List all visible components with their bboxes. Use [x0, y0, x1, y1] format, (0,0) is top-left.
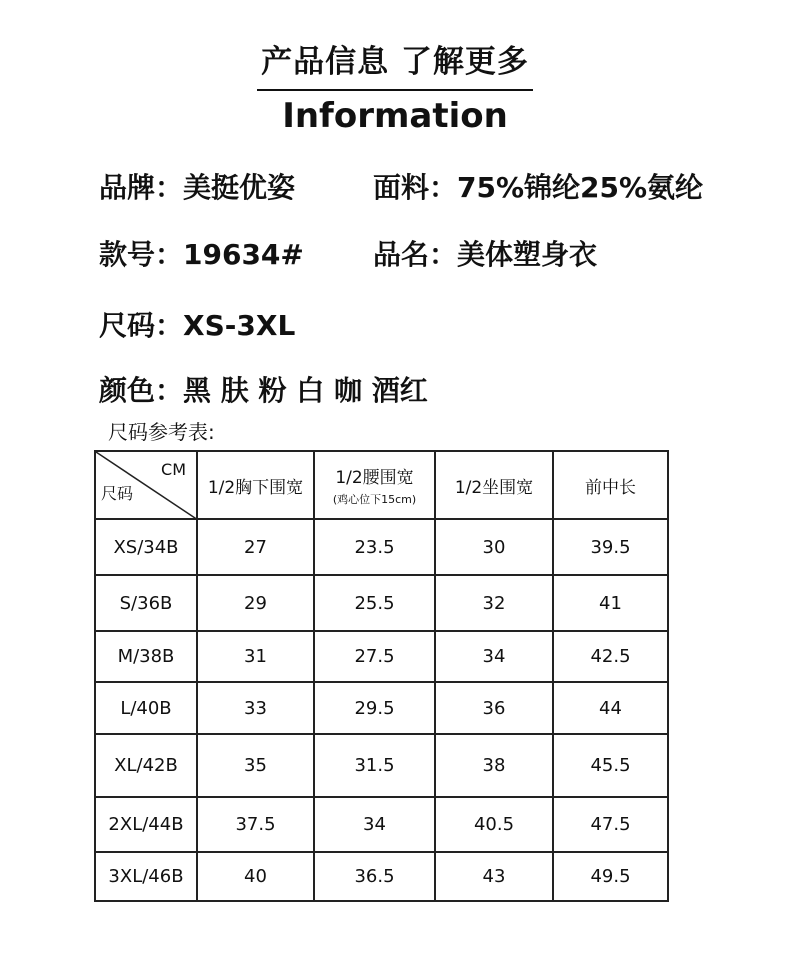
- table-cell: 43: [435, 852, 553, 901]
- page-subtitle: Information: [282, 96, 508, 136]
- brand-field: 品牌：美挺优姿: [99, 171, 296, 204]
- table-cell: 36: [435, 682, 553, 734]
- title-divider: [257, 89, 533, 91]
- size-range-field: 尺码：XS-3XL: [99, 309, 296, 342]
- table-cell: 30: [435, 519, 553, 575]
- table-cell: 42.5: [553, 631, 668, 682]
- size-cell: 3XL/46B: [95, 852, 197, 901]
- fabric-field: 面料：75%锦纶25%氨纶: [373, 171, 704, 204]
- unit-label: CM: [161, 460, 186, 479]
- table-cell: 34: [314, 797, 435, 852]
- size-cell: S/36B: [95, 575, 197, 631]
- size-cell: XS/34B: [95, 519, 197, 575]
- table-row: [95, 575, 668, 631]
- size-cell: XL/42B: [95, 734, 197, 797]
- table-cell: 47.5: [553, 797, 668, 852]
- column-header-note: (鸡心位下15cm): [332, 493, 417, 506]
- table-cell: 23.5: [314, 519, 435, 575]
- style-number-field: 款号：19634#: [99, 238, 304, 271]
- table-cell: 25.5: [314, 575, 435, 631]
- product-name-field: 品名：美体塑身衣: [373, 238, 598, 271]
- size-cell: M/38B: [95, 631, 197, 682]
- column-header: [553, 451, 668, 519]
- column-header-label: 1/2坐围宽: [454, 477, 534, 498]
- table-row: [95, 797, 668, 852]
- table-cell: 37.5: [197, 797, 314, 852]
- table-cell: 38: [435, 734, 553, 797]
- column-header: [435, 451, 553, 519]
- column-header: [314, 451, 435, 519]
- table-cell: 29: [197, 575, 314, 631]
- table-cell: 41: [553, 575, 668, 631]
- table-cell: 27: [197, 519, 314, 575]
- table-cell: 40.5: [435, 797, 553, 852]
- table-cell: 34: [435, 631, 553, 682]
- table-cell: 39.5: [553, 519, 668, 575]
- table-cell: 44: [553, 682, 668, 734]
- table-cell: 31: [197, 631, 314, 682]
- table-cell: 31.5: [314, 734, 435, 797]
- table-cell: 40: [197, 852, 314, 901]
- table-row: [95, 631, 668, 682]
- table-row: [95, 682, 668, 734]
- size-cell: 2XL/44B: [95, 797, 197, 852]
- column-header-label: 前中长: [585, 477, 636, 498]
- table-cell: 33: [197, 682, 314, 734]
- column-header-label: 1/2腰围宽: [335, 468, 414, 488]
- table-cell: 27.5: [314, 631, 435, 682]
- corner-header-cell: [95, 451, 197, 519]
- size-cell: L/40B: [95, 682, 197, 734]
- table-cell: 36.5: [314, 852, 435, 901]
- table-cell: 29.5: [314, 682, 435, 734]
- table-cell: 49.5: [553, 852, 668, 901]
- table-cell: 35: [197, 734, 314, 797]
- column-header-label: 1/2胸下围宽: [207, 477, 304, 498]
- column-header: [197, 451, 314, 519]
- table-header-row: [95, 451, 668, 519]
- table-cell: 32: [435, 575, 553, 631]
- size-chart-caption: 尺码参考表:: [108, 420, 215, 444]
- table-row: [95, 734, 668, 797]
- size-chart-table: [94, 450, 669, 902]
- colors-field: 颜色：黑 肤 粉 白 咖 酒红: [99, 374, 428, 407]
- page-title: 产品信息 了解更多: [261, 44, 529, 80]
- table-row: [95, 852, 668, 901]
- table-row: [95, 519, 668, 575]
- table-cell: 45.5: [553, 734, 668, 797]
- size-label: 尺码: [101, 484, 134, 503]
